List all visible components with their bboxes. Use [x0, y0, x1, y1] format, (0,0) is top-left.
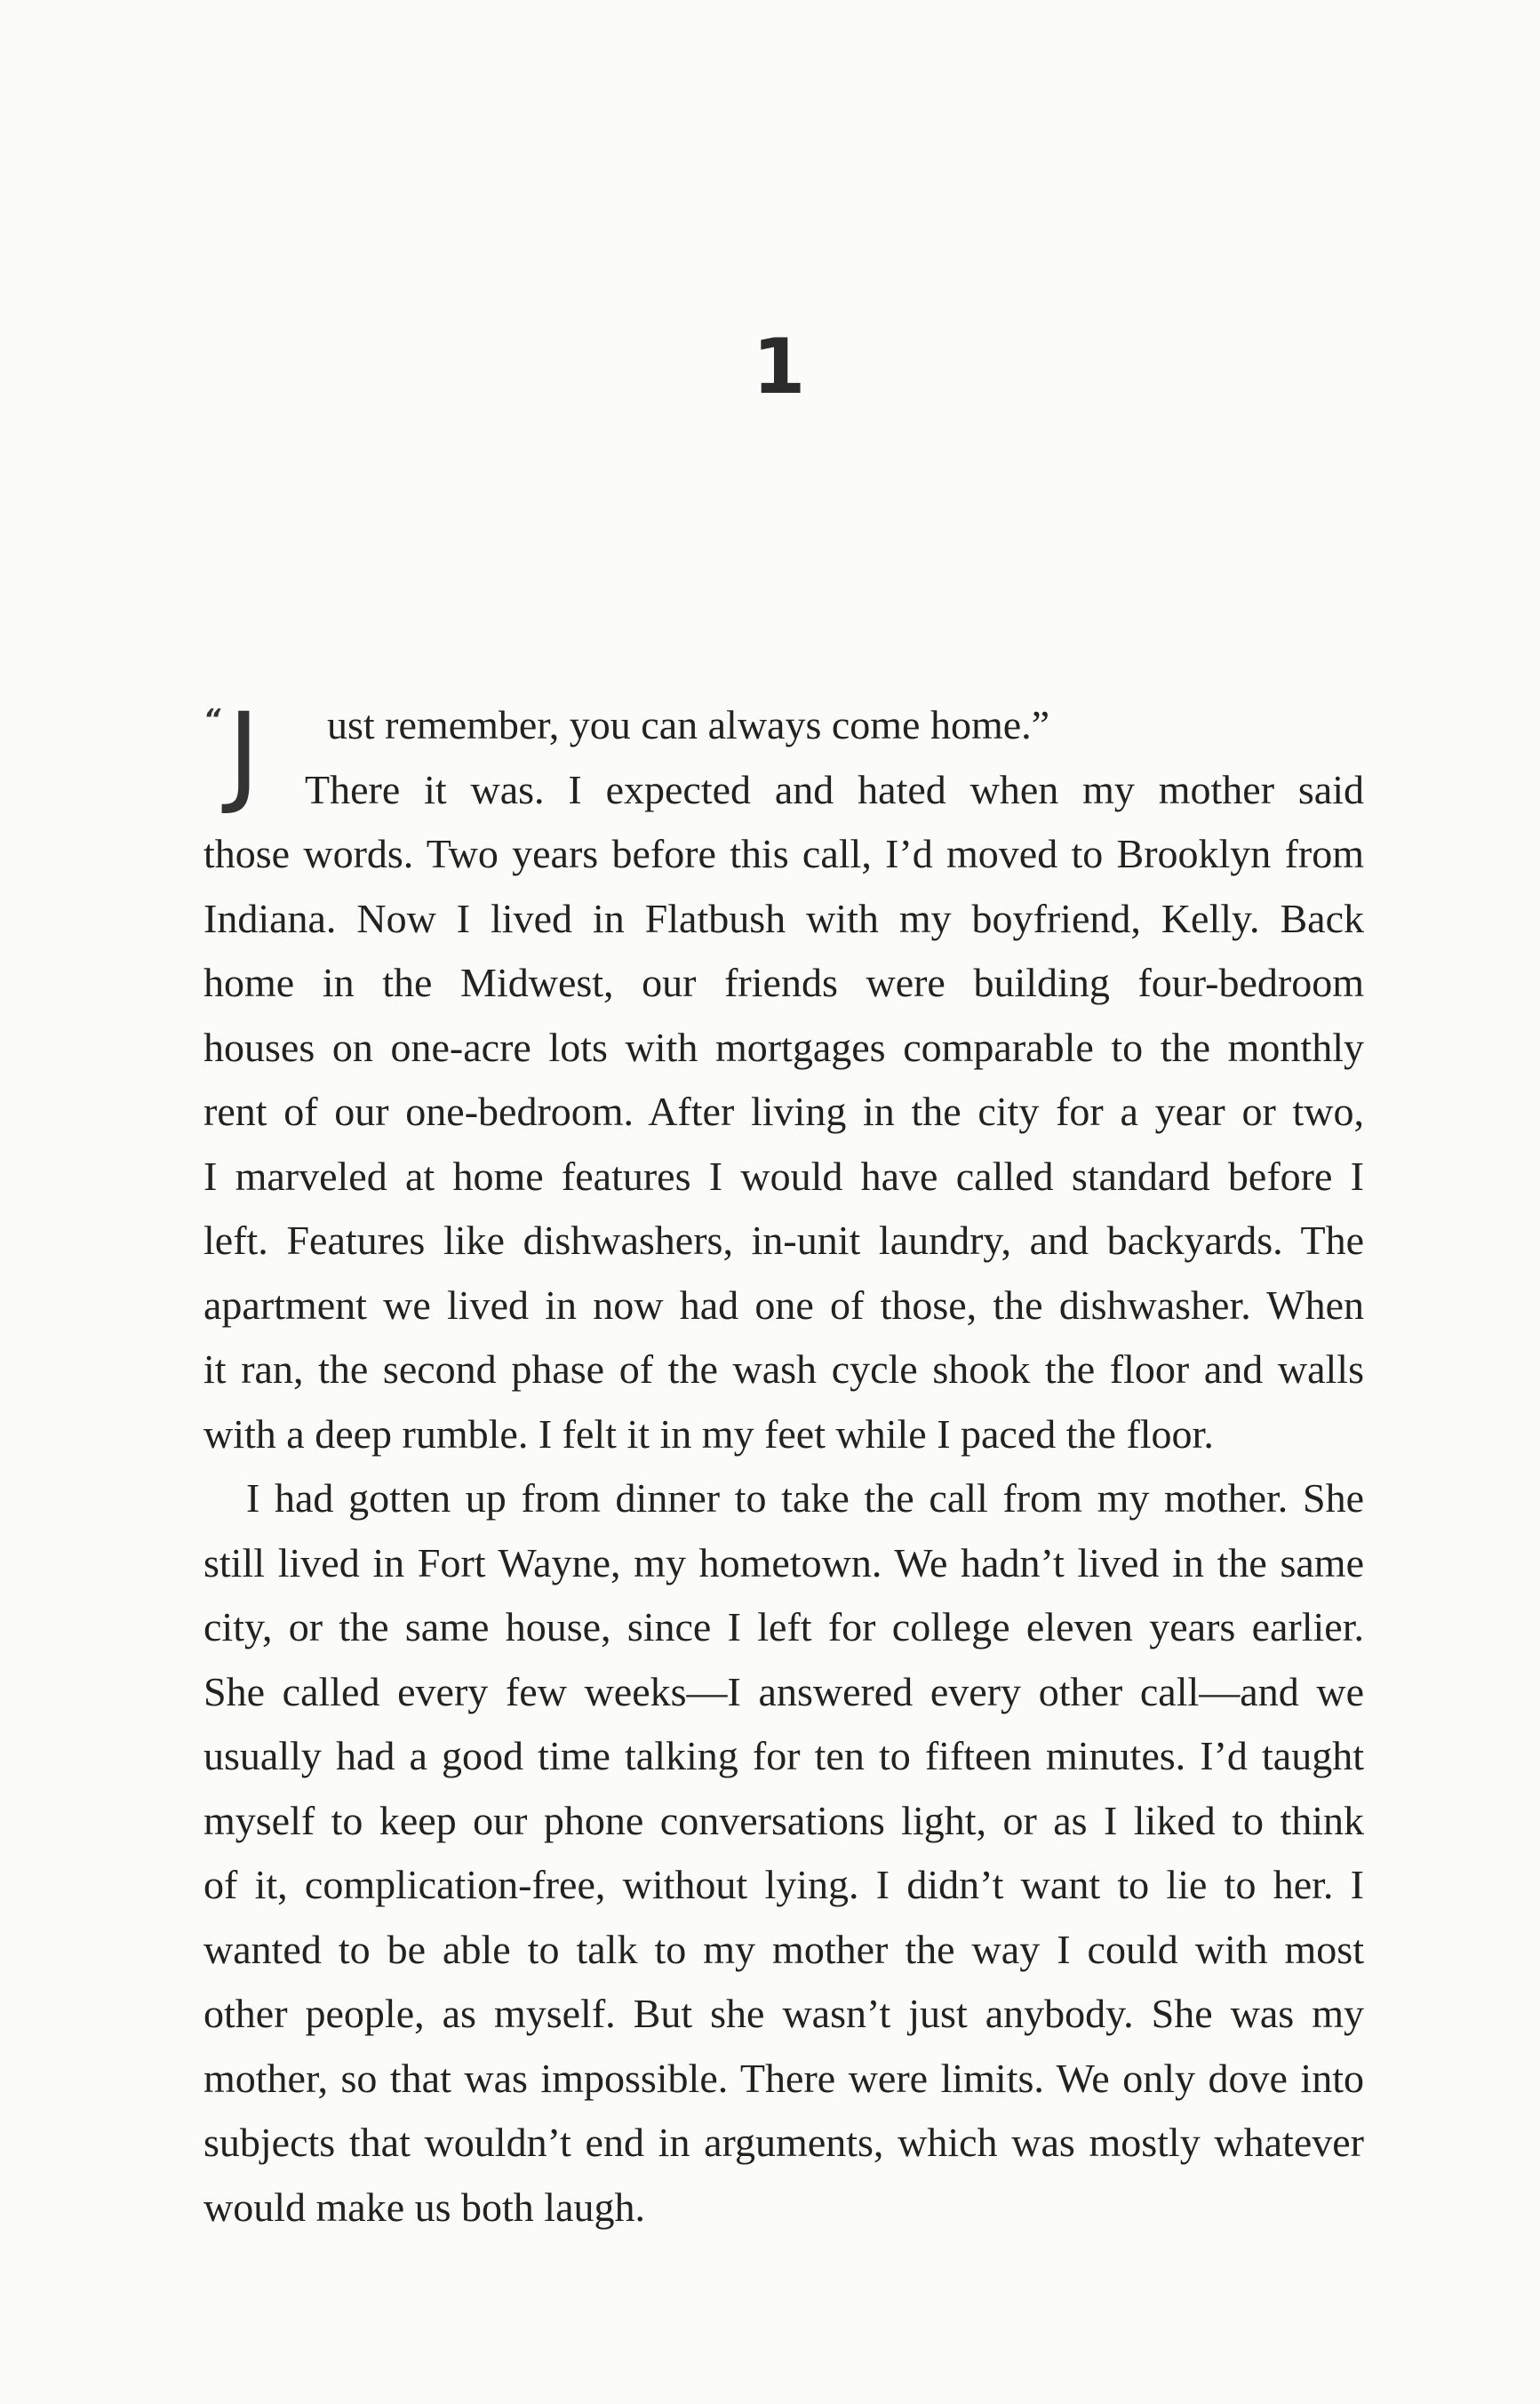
- text-line: I had gotten up from dinner to take the call from my mother. She: [246, 1475, 1364, 1521]
- text-line: There it was. I expected and hated when my mother said: [305, 766, 1364, 812]
- opening-quote-mark: “: [203, 704, 221, 735]
- text-line: with a deep rumble. I felt it in my feet while I paced the floor.: [203, 1410, 1214, 1457]
- chapter-text: [203, 690, 1364, 2240]
- text-line: still lived in Fort Wayne, my hometown. We hadn’t lived in the same: [203, 1539, 1364, 1585]
- text-line: myself to keep our phone conversations light, or as I liked to think: [203, 1797, 1364, 1843]
- text-line: of it, complication-free, without lying. I didn’t want to lie to her. I: [203, 1862, 1364, 1907]
- text-line: those words. Two years before this call, I’d moved to Brooklyn from: [203, 831, 1364, 876]
- text-line: rent of our one-bedroom. After living in the city for a year or two,: [203, 1089, 1364, 1134]
- text-line: wanted to be able to talk to my mother the way I could with most: [203, 1926, 1364, 1972]
- text-line: Indiana. Now I lived in Flatbush with my boyfriend, Kelly. Back: [203, 895, 1364, 941]
- chapter-number: 1: [752, 323, 806, 411]
- paragraph-2: [203, 1466, 1364, 2240]
- text-line: it ran, the second phase of the wash cycle shook the floor and walls: [203, 1346, 1364, 1392]
- paragraph-1: [203, 758, 1364, 1467]
- text-line: left. Features like dishwashers, in-unit laundry, and backyards. The: [203, 1218, 1364, 1263]
- text-line: She called every few weeks—I answered every other call—and we: [203, 1668, 1364, 1714]
- text-line: city, or the same house, since I left for college eleven years earlier.: [203, 1604, 1364, 1649]
- text-line: apartment we lived in now had one of those, the dishwasher. When: [203, 1282, 1364, 1328]
- text-line: houses on one-acre lots with mortgages comparable to the monthly: [203, 1024, 1364, 1070]
- text-line: I marveled at home features I would have called standard before I: [203, 1153, 1364, 1199]
- text-line: home in the Midwest, our friends were building four-bedroom: [203, 960, 1364, 1005]
- text-line: mother, so that was impossible. There were limits. We only dove into: [203, 2055, 1364, 2101]
- text-line: usually had a good time talking for ten to fifteen minutes. I’d taught: [203, 1733, 1364, 1778]
- text-line: would make us both laugh.: [203, 2184, 645, 2230]
- text-line: other people, as myself. But she wasn’t just anybody. She was my: [203, 1991, 1364, 2036]
- opening-line-text: ust remember, you can always come home.”: [327, 702, 1050, 747]
- drop-cap-letter: J: [227, 690, 260, 818]
- text-line: subjects that wouldn’t end in arguments, which was mostly whatever: [203, 2120, 1364, 2165]
